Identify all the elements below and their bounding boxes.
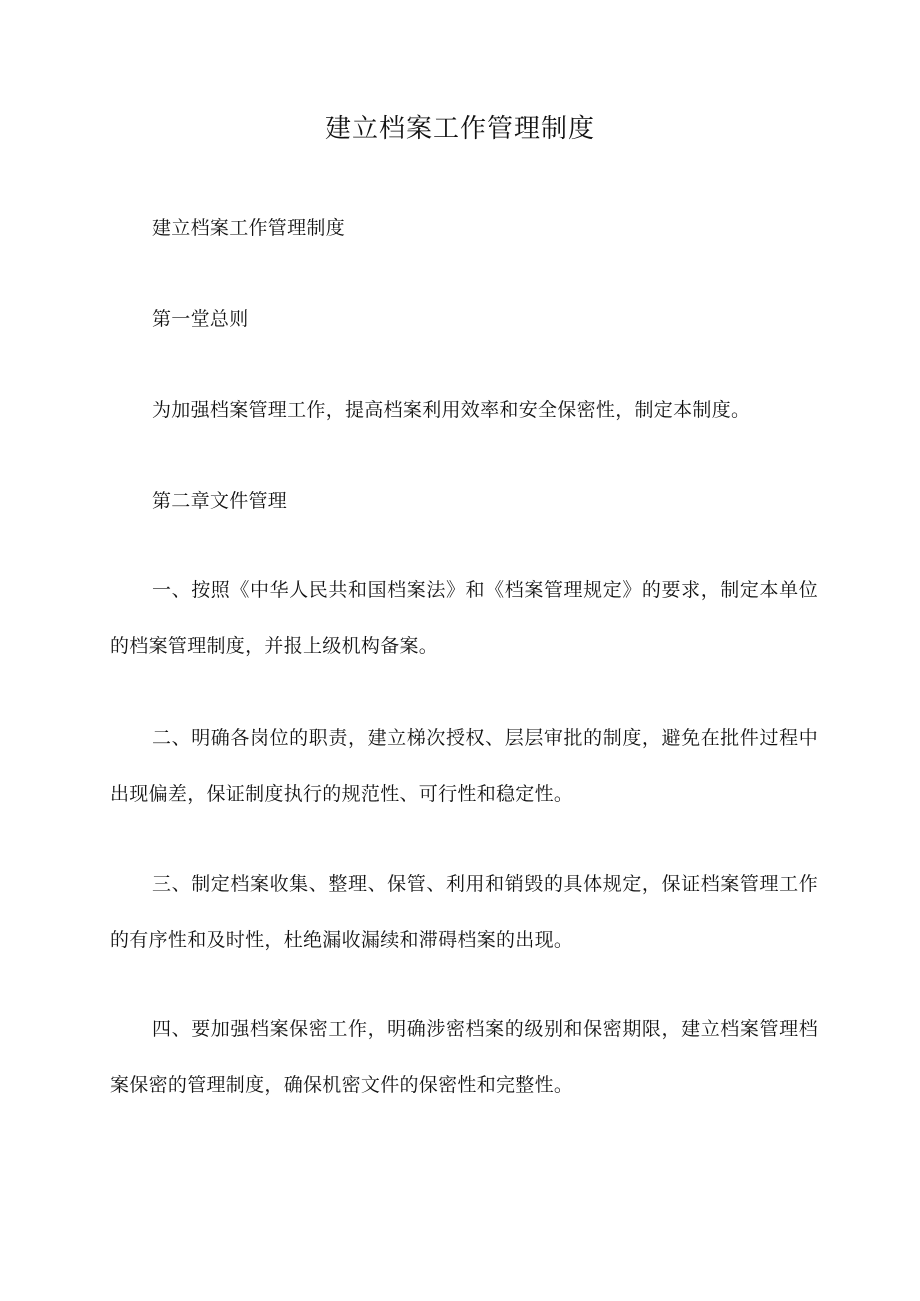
paragraph-subtitle: 建立档案工作管理制度	[152, 217, 346, 239]
chapter-heading-general: 第一堂总则	[152, 308, 249, 330]
clause-four: 四、要加强档案保密工作，明确涉密档案的级别和保密期限，建立档案管理档案保密的管理制度，确保机密文件的保密性和完整性。	[110, 1018, 818, 1096]
document-title: 建立档案工作管理制度	[324, 114, 595, 144]
clause-two: 二、明确各岗位的职责，建立梯次授权、层层审批的制度，避免在批件过程中出现偏差，保证制度执行的规范性、可行性和稳定性。	[110, 727, 818, 805]
paragraph-purpose: 为加强档案管理工作，提高档案利用效率和安全保密性，制定本制度。	[152, 399, 751, 421]
clause-one: 一、按照《中华人民共和国档案法》和《档案管理规定》的要求，制定本单位的档案管理制度，并报上级机构备案。	[110, 579, 818, 657]
chapter-heading-file-management: 第二章文件管理	[152, 490, 288, 512]
clause-three: 三、制定档案收集、整理、保管、利用和销毁的具体规定，保证档案管理工作的有序性和及时性，杜绝漏收漏续和滞碍档案的出现。	[110, 873, 818, 951]
